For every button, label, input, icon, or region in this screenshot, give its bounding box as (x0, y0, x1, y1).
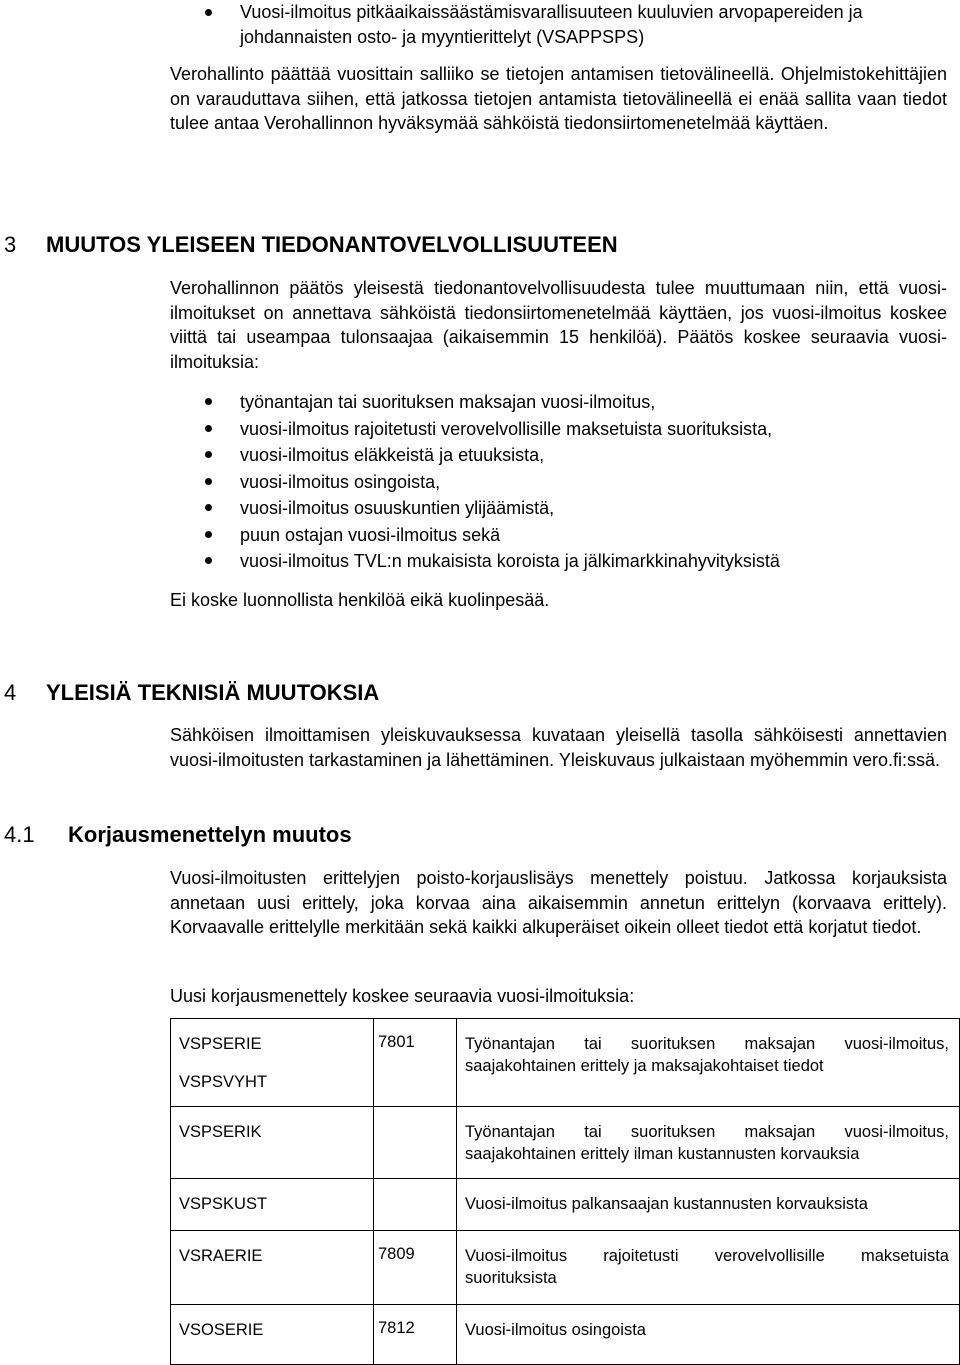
table-cell-code (171, 1231, 374, 1305)
table-cell-description: Vuosi-ilmoitus osingoista (457, 1305, 960, 1365)
table-row (171, 1107, 960, 1179)
intro-paragraph: Verohallinto päättää vuosittain salliiko se tietojen antamisen tietovälineellä. Ohjelmistokehittäjien on varauduttava siihen, että jatkossa tietojen antamista tietovälineellä ei enää sallita vaan tiedot tulee antaa Verohallinnon hyväksymää sähköistä tiedonsiirtomenetelmää käyttäen. (170, 64, 947, 133)
bullet-icon (205, 398, 212, 405)
section-number: 4 (4, 680, 17, 705)
table-cell-code (171, 1305, 374, 1365)
table-cell-number: 7809 (374, 1231, 457, 1305)
list-item-text: Vuosi-ilmoitus pitkäaikaissäästämisvarallisuuteen kuuluvien arvopapereiden ja johdannaisten osto- ja myyntierittelyt (VSAPPSPS) (240, 2, 863, 47)
list-item-text: vuosi-ilmoitus osuuskuntien ylijäämistä, (240, 498, 555, 518)
top-bullet-list (170, 0, 930, 49)
table-cell-description: Vuosi-ilmoitus rajoitetusti verovelvollisille maksetuista suorituksista (457, 1231, 960, 1305)
list-item (170, 417, 950, 444)
code-text: VSPSERIK (179, 1123, 262, 1141)
table-row (171, 1231, 960, 1305)
list-item-text: työnantajan tai suorituksen maksajan vuosi-ilmoitus, (240, 392, 656, 412)
list-item (170, 443, 950, 470)
table-cell-description: Työnantajan tai suorituksen maksajan vuosi-ilmoitus, saajakohtainen erittely ja maksajakohtaiset tiedot (457, 1019, 960, 1107)
table-cell-number (374, 1107, 457, 1179)
code-text: VSPSKUST (179, 1195, 268, 1213)
section-heading (4, 232, 618, 258)
list-item (170, 390, 950, 417)
bullet-icon (205, 504, 212, 511)
code-text: VSPSERIE (179, 1035, 262, 1053)
table-cell-code (171, 1179, 374, 1231)
section-number: 3 (4, 232, 17, 257)
bullet-list (170, 390, 950, 576)
subsection-number: 4.1 (4, 822, 35, 847)
code-text: VSPSVYHT (179, 1073, 268, 1091)
subsection-paragraph: Vuosi-ilmoitusten erittelyjen poisto-korjauslisäys menettely poistuu. Jatkossa korjauksista annetaan uusi erittely, joka korvaa aina aikaisemmin annetun erittelyn (korvaava erittely). Korvaavalle erittelylle merkitään sekä kaikki alkuperäiset oikein olleet tiedot että korjatut tiedot. (170, 868, 947, 937)
list-item (170, 0, 930, 49)
list-item (170, 549, 950, 576)
table-intro: Uusi korjausmenettely koskee seuraavia vuosi-ilmoituksia: (170, 986, 635, 1006)
section-heading (4, 680, 379, 706)
table-row (171, 1179, 960, 1231)
section-closing: Ei koske luonnollista henkilöä eikä kuolinpesää. (170, 590, 550, 610)
bullet-icon (205, 425, 212, 432)
subsection-heading (4, 822, 352, 848)
section-paragraph: Verohallinnon päätös yleisestä tiedonantovelvollisuudesta tulee muuttumaan niin, että vuosi-ilmoitukset on annettava sähköistä tiedonsiirtomenetelmää käyttäen, jos vuosi-ilmoitus koskee viittä tai useampaa tulonsaajaa (aikaisemmin 15 henkilöä). Päätös koskee seuraavia vuosi-ilmoituksia: (170, 278, 947, 372)
bullet-icon (205, 478, 212, 485)
list-item (170, 523, 950, 550)
code-text: VSRAERIE (179, 1247, 263, 1265)
code-text: VSOSERIE (179, 1321, 264, 1339)
table-cell-number: 7812 (374, 1305, 457, 1365)
list-item-text: vuosi-ilmoitus TVL:n mukaisista koroista ja jälkimarkkinahyvityksistä (240, 551, 780, 571)
section-title: YLEISIÄ TEKNISIÄ MUUTOKSIA (46, 680, 380, 705)
table-row (171, 1019, 960, 1107)
bullet-icon (205, 531, 212, 538)
bullet-icon (205, 9, 212, 16)
table-cell-code (171, 1019, 374, 1107)
table-cell-number: 7801 (374, 1019, 457, 1107)
list-item-text: vuosi-ilmoitus rajoitetusti verovelvollisille maksetuista suorituksista, (240, 418, 773, 439)
table-cell-description: Vuosi-ilmoitus palkansaajan kustannusten korvauksista (457, 1179, 960, 1231)
subsection-title: Korjausmenettelyn muutos (68, 822, 352, 847)
bullet-icon (205, 557, 212, 564)
list-item (170, 496, 950, 523)
table-cell-description: Työnantajan tai suorituksen maksajan vuosi-ilmoitus, saajakohtainen erittely ilman kustannusten korvauksia (457, 1107, 960, 1179)
bullet-icon (205, 451, 212, 458)
list-item-text: vuosi-ilmoitus osingoista, (240, 471, 441, 492)
section-title: MUUTOS YLEISEEN TIEDONANTOVELVOLLISUUTEEN (46, 232, 618, 257)
list-item (170, 470, 950, 497)
section-paragraph: Sähköisen ilmoittamisen yleiskuvauksessa kuvataan yleisellä tasolla sähköisesti annettavien vuosi-ilmoitusten tarkastaminen ja lähettäminen. Yleiskuvaus julkaistaan myöhemmin vero.fi:ssä. (170, 725, 947, 770)
table-cell-number (374, 1179, 457, 1231)
table-row (171, 1305, 960, 1365)
report-table (170, 1018, 960, 1365)
list-item-text: vuosi-ilmoitus eläkkeistä ja etuuksista, (240, 445, 545, 465)
table-cell-code (171, 1107, 374, 1179)
list-item-text: puun ostajan vuosi-ilmoitus sekä (240, 524, 501, 545)
